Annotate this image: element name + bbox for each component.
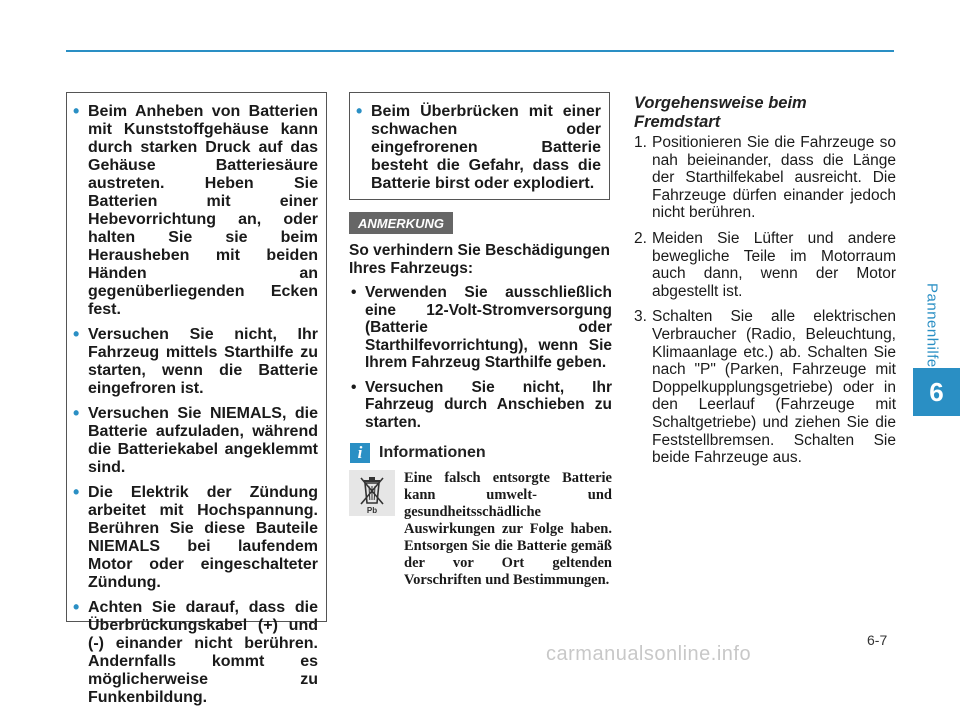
header-rule — [66, 50, 894, 52]
warning-item: • Versuchen Sie NIEMALS, die Batterie aufzuladen, während die Batteriekabel angeklemmt sind. — [73, 403, 318, 476]
info-header — [350, 442, 486, 464]
warning-item: • Achten Sie darauf, dass die Überbrückungskabel (+) und (-) einander nicht berühren. Andernfalls kommt es möglicherweise zu Funkenbildung. — [73, 597, 318, 706]
warning-item: • Beim Überbrücken mit einer schwachen oder eingefrorenen Batterie besteht die Gefahr, dass die Batterie birst oder explodiert. — [356, 101, 601, 192]
bullet-icon: • — [351, 378, 357, 396]
watermark: carmanualsonline.info — [546, 643, 752, 665]
section-title: Vorgehensweise beim Fremdstart — [634, 94, 807, 131]
chapter-tab-label: Pannenhilfe — [923, 282, 941, 368]
procedure-step: 2. Meiden Sie Lüfter und andere bewegliche Teile im Motorraum auch dann, wenn der Motor abgestellt ist. — [634, 229, 896, 300]
bullet-icon: • — [351, 284, 357, 301]
bin-label: Pb — [366, 506, 378, 515]
warning-item: • Die Elektrik der Zündung arbeitet mit Hochspannung. Berühren Sie diese Bauteile NIEMALS bei laufendem Motor oder eingeschalteter Zündung. — [73, 482, 318, 591]
warning-item: • Versuchen Sie nicht, Ihr Fahrzeug mittels Starthilfe zu starten, wenn die Batterie eingefroren ist. — [73, 324, 318, 397]
note-intro: So verhindern Sie Beschädigungen Ihres Fahrzeugs: — [349, 242, 610, 277]
warning-box-middle — [349, 92, 610, 200]
procedure-steps — [634, 134, 896, 475]
procedure-step: 3. Schalten Sie alle elektrischen Verbraucher (Radio, Beleuchtung, Klimaanlage etc.) ab. Schalten Sie nach "P" (Parken, Fahrzeuge mit Doppelkupplungsgetriebe) oder in den Leerlauf (Fahrzeuge mit Schaltgetriebe) und ziehen Sie die Feststellbremsen. Schalten Sie beide Fahrzeuge aus. — [634, 308, 896, 467]
bullet-icon: • — [73, 403, 80, 423]
info-text: Eine falsch entsorgte Batterie kann umwelt- und gesundheitsschädliche Auswirkungen zur Folge haben. Entsorgen Sie die Batterie gemäß der vor Ort geltenden Vorschriften und Bestimmungen. — [404, 470, 612, 588]
bullet-icon: • — [73, 597, 80, 617]
note-block — [349, 242, 612, 438]
note-badge: ANMERKUNG — [349, 212, 453, 234]
bullet-icon: • — [73, 101, 80, 121]
procedure-step: 1. Positionieren Sie die Fahrzeuge so nah beieinander, dass die Länge der Starthilfekabel ausreicht. Die Fahrzeuge dürfen einander jedoch nicht berühren. — [634, 134, 896, 222]
chapter-number-tab: 6 — [913, 368, 960, 416]
info-icon: i — [350, 443, 370, 463]
bullet-icon: • — [73, 324, 80, 344]
info-title: Informationen — [379, 444, 486, 461]
warning-item: • Beim Anheben von Batterien mit Kunststoffgehäuse kann durch starken Druck auf das Gehäuse Batteriesäure austreten. Heben Sie Batterien mit einer Hebevorrichtung an, oder halten Sie sie beim Herausheben mit beiden Händen an gegenüberliegenden Ecken fest. — [73, 101, 318, 318]
bullet-icon: • — [73, 482, 80, 502]
warning-box-left — [66, 92, 327, 706]
note-item: • Verwenden Sie ausschließlich eine 12-Volt-Stromversorgung (Batterie oder Starthilfevorrichtung), wenn Sie Ihrem Fahrzeug Starthilfe geben. — [351, 284, 612, 371]
page-number: 6-7 — [867, 632, 888, 648]
bullet-icon: • — [356, 101, 363, 121]
note-item: • Versuchen Sie nicht, Ihr Fahrzeug durch Anschieben zu starten. — [351, 378, 612, 431]
crossed-bin-icon — [349, 470, 395, 516]
